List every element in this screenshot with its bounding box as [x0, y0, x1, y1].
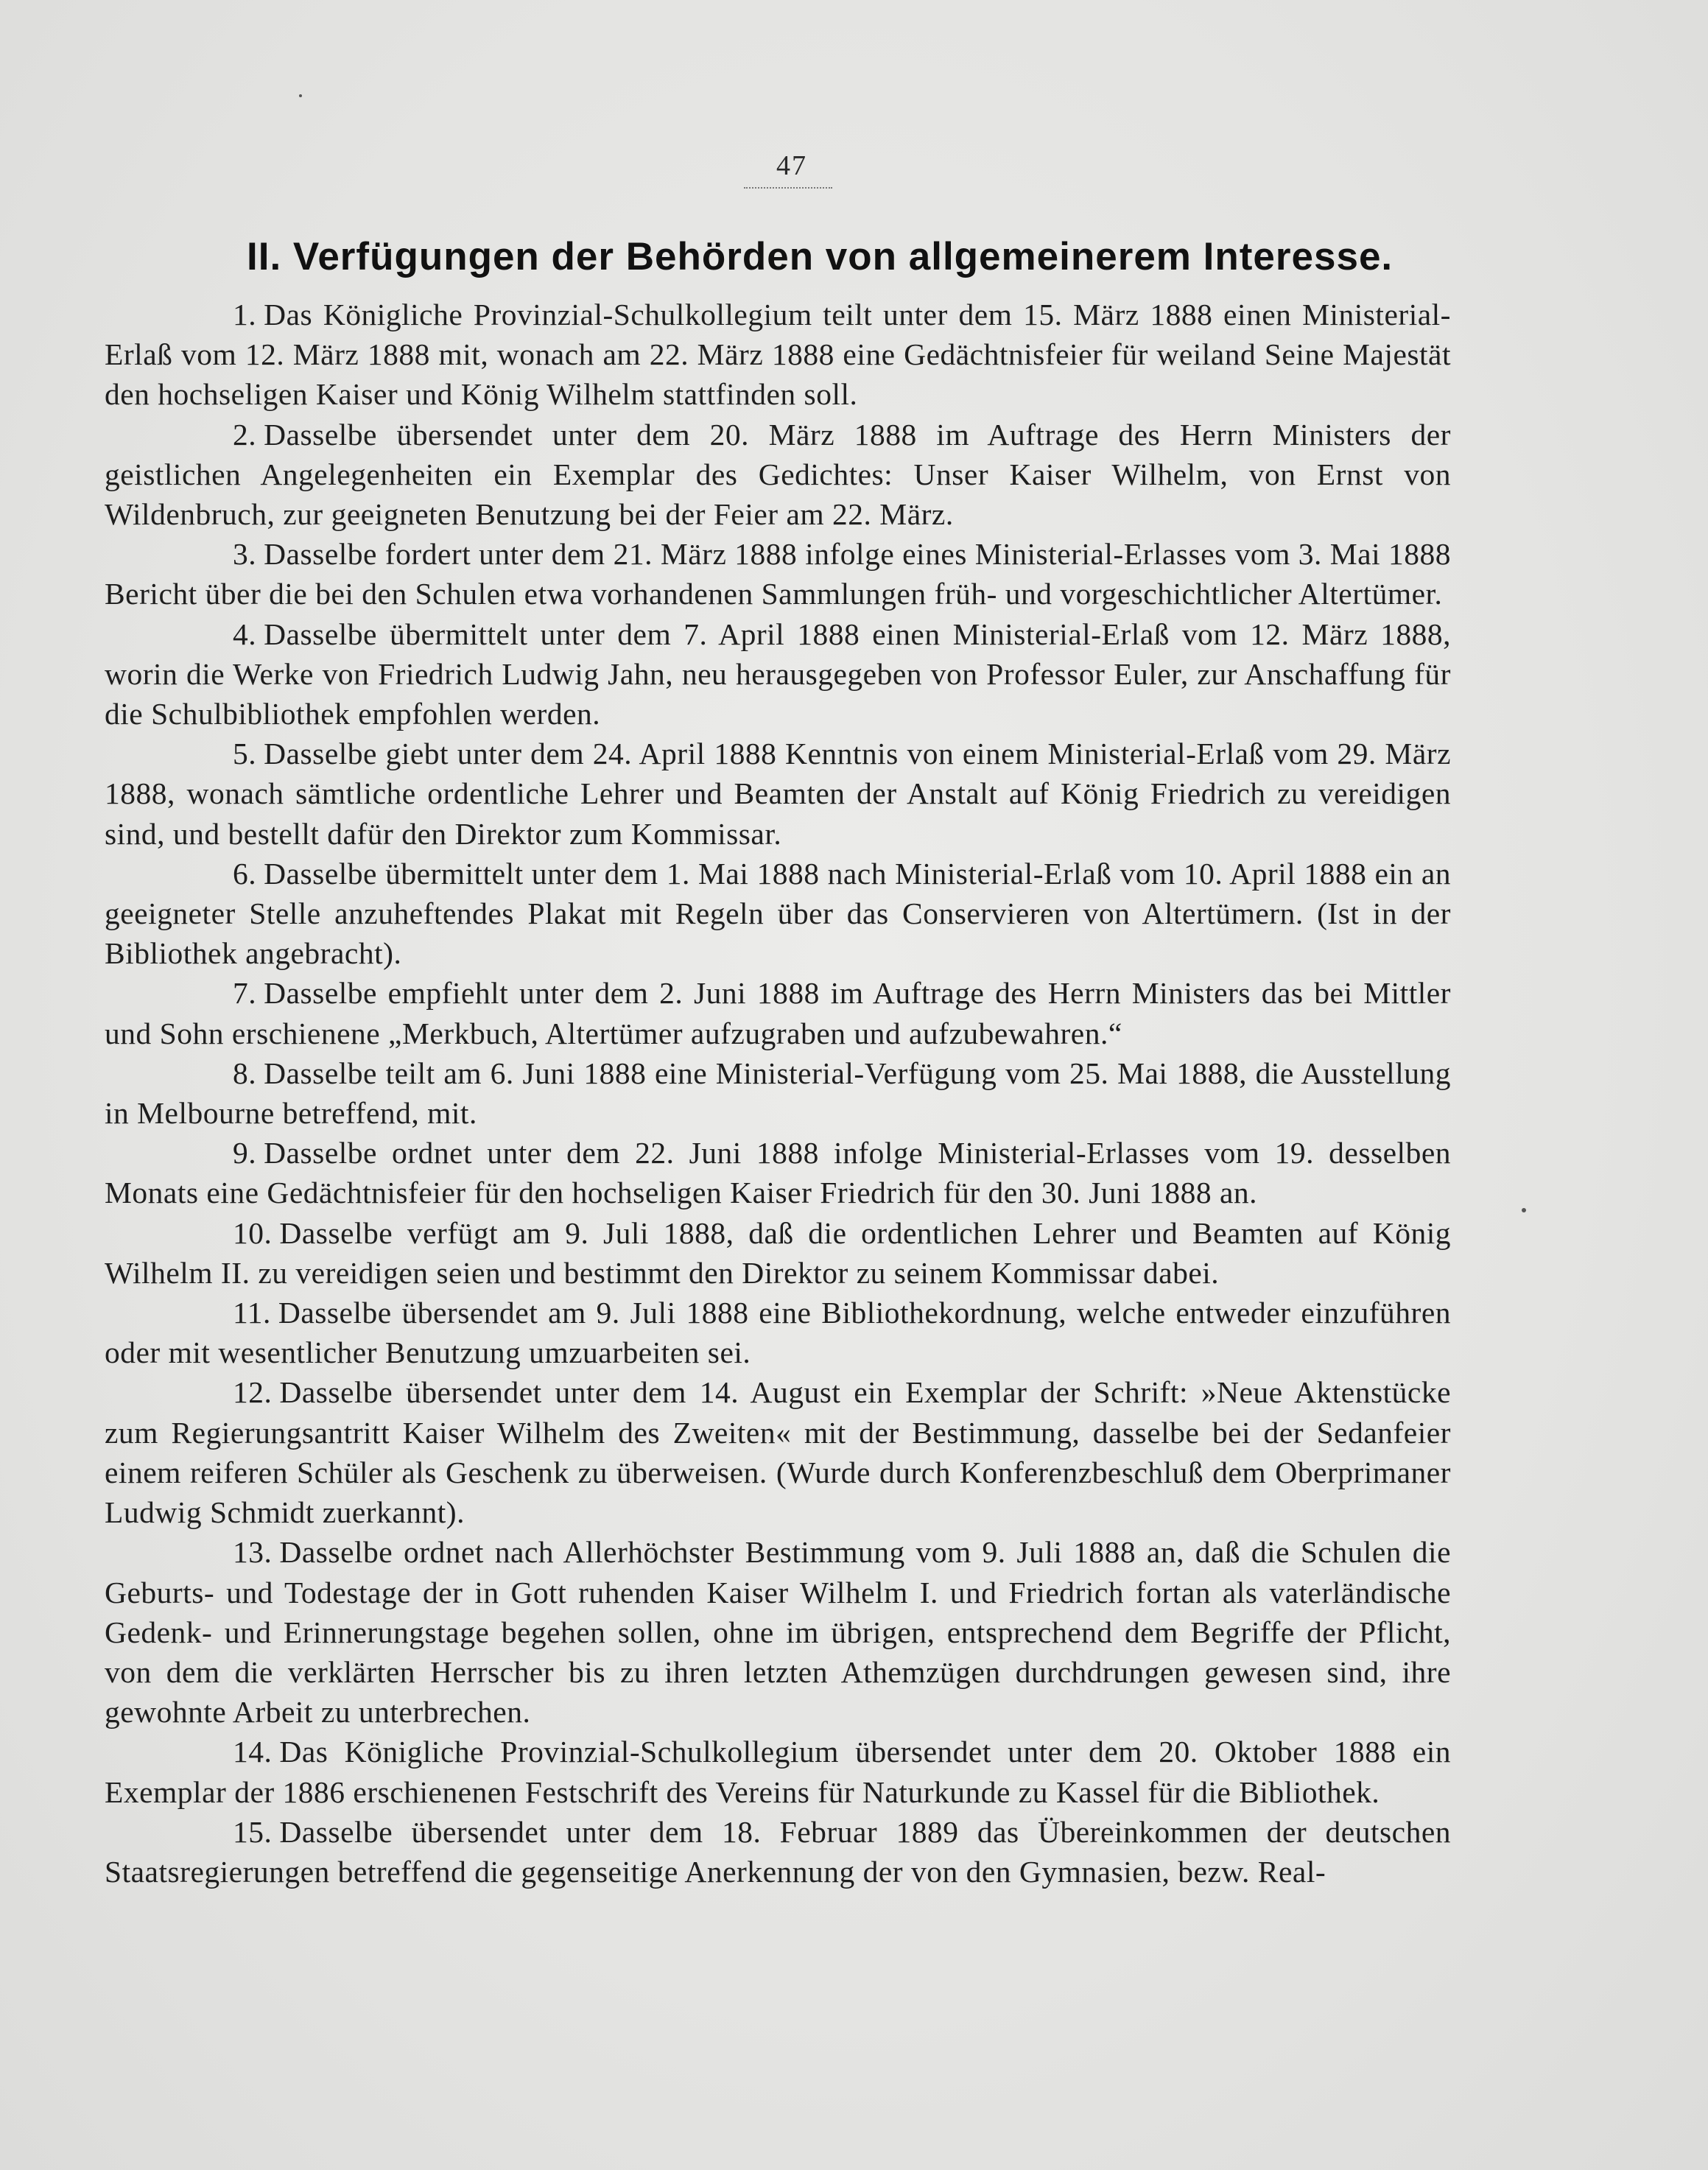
paper-speck: [1522, 1208, 1526, 1212]
decree-number: 3.: [233, 537, 257, 572]
decree-paragraph: [105, 1812, 1451, 1892]
decree-text: Dasselbe verfügt am 9. Juli 1888, daß die ordentlichen Lehrer und Beamten auf König Wilhelm II. zu vereidigen seien und bestimmt den Direktor zu seinem Kommissar dabei.: [105, 1215, 1451, 1290]
paper-speck: [299, 94, 302, 97]
decree-number: 13.: [233, 1535, 273, 1570]
decree-paragraph: [105, 1133, 1451, 1212]
decree-paragraph: [105, 973, 1451, 1053]
decree-paragraph: [105, 614, 1451, 734]
decree-paragraph: [105, 1293, 1451, 1372]
decree-text: Dasselbe ordnet nach Allerhöchster Bestimmung vom 9. Juli 1888 an, daß die Schulen die Geburts- und Todestage der in Gott ruhenden Kaiser Wilhelm I. und Friedrich fortan als vaterländische Gedenk- und Erinnerungstage begehen sollen, ohne im übrigen, entsprechend dem Begriffe der Pflicht, von dem die verklärten Herrscher bis zu ihren letzten Athemzügen durchdrungen gewesen sind, ihre gewohnte Arbeit zu unterbrechen.: [105, 1535, 1451, 1730]
decree-paragraph: [105, 415, 1451, 535]
decree-number: 12.: [233, 1375, 273, 1410]
decree-number: 2.: [233, 417, 257, 452]
decree-number: 7.: [233, 976, 257, 1011]
decree-list: [105, 295, 1451, 1892]
decree-number: 14.: [233, 1735, 273, 1769]
decree-text: Das Königliche Provinzial-Schulkollegium übersendet unter dem 20. Oktober 1888 ein Exemplar der 1886 erschienenen Festschrift des Vereins für Naturkunde zu Kassel für die Bibliothek.: [105, 1735, 1451, 1809]
decree-paragraph: [105, 1213, 1451, 1293]
decree-text: Dasselbe empfiehlt unter dem 2. Juni 1888 im Auftrage des Herrn Ministers das bei Mittler und Sohn erschienene „Merkbuch, Altertümer aufzugraben und aufzubewahren.“: [105, 976, 1451, 1050]
decree-number: 1.: [233, 298, 257, 331]
decree-text: Dasselbe ordnet unter dem 22. Juni 1888 infolge Ministerial-Erlasses vom 19. desselben Monats eine Gedächtnisfeier für den hochseligen Kaiser Friedrich für den 30. Juni 1888 an.: [105, 1136, 1451, 1210]
decree-paragraph: [105, 734, 1451, 854]
decree-paragraph: [105, 1372, 1451, 1532]
decree-text: Dasselbe übersendet unter dem 18. Februar 1889 das Übereinkommen der deutschen Staatsregierungen betreffend die gegenseitige Anerkennung der von den Gymnasien, bezw. Real-: [105, 1814, 1451, 1889]
decree-text: Dasselbe übermittelt unter dem 7. April 1888 einen Ministerial-Erlaß vom 12. März 1888, worin die Werke von Friedrich Ludwig Jahn, neu herausgegeben von Professor Euler, zur Anschaffung für die Schulbibliothek empfohlen werden.: [105, 617, 1451, 731]
section-title: II. Verfügungen der Behörden von allgemeinerem Interesse.: [247, 235, 1394, 278]
decree-text: Dasselbe fordert unter dem 21. März 1888 infolge eines Ministerial-Erlasses vom 3. Mai 1888 Bericht über die bei den Schulen etwa vorhandenen Sammlungen früh- und vorgeschichtlicher Altertümer.: [105, 537, 1451, 611]
decree-number: 4.: [233, 617, 257, 651]
decree-text: Dasselbe teilt am 6. Juni 1888 eine Ministerial-Verfügung vom 25. Mai 1888, die Ausstellung in Melbourne betreffend, mit.: [105, 1056, 1451, 1131]
page-number: 47: [776, 150, 807, 181]
decree-text: Dasselbe übersendet unter dem 14. August ein Exemplar der Schrift: »Neue Aktenstücke zum Regierungsantritt Kaiser Wilhelm des Zweiten« mit der Bestimmung, dasselbe bei der Sedanfeier einem reiferen Schüler als Geschenk zu überweisen. (Wurde durch Konferenzbeschluß dem Oberprimaner Ludwig Schmidt zuerkannt).: [105, 1375, 1451, 1530]
decree-number: 15.: [233, 1814, 273, 1849]
decree-text: Das Königliche Provinzial-Schulkollegium teilt unter dem 15. März 1888 einen Ministerial-Erlaß vom 12. März 1888 mit, wonach am 22. März 1888 eine Gedächtnisfeier für weiland Seine Majestät den hochseligen Kaiser und König Wilhelm stattfinden soll.: [105, 298, 1451, 412]
decree-text: Dasselbe giebt unter dem 24. April 1888 Kenntnis von einem Ministerial-Erlaß vom 29. März 1888, wonach sämtliche ordentliche Lehrer und Beamten der Anstalt auf König Friedrich zu vereidigen sind, und bestellt dafür den Direktor zum Kommissar.: [105, 737, 1451, 851]
decree-paragraph: [105, 854, 1451, 974]
decree-number: 10.: [233, 1215, 273, 1250]
decree-paragraph: [105, 1053, 1451, 1133]
decree-paragraph: [105, 534, 1451, 614]
decree-paragraph: [105, 1732, 1451, 1811]
decree-number: 6.: [233, 856, 257, 891]
decree-number: 5.: [233, 737, 257, 771]
decree-text: Dasselbe übersendet am 9. Juli 1888 eine Bibliothekordnung, welche entweder einzuführen oder mit wesentlicher Benutzung umzuarbeiten sei.: [105, 1296, 1451, 1370]
decree-paragraph: [105, 295, 1451, 415]
decree-number: 11.: [233, 1296, 271, 1330]
decree-text: Dasselbe übersendet unter dem 20. März 1888 im Auftrage des Herrn Ministers der geistlichen Angelegenheiten ein Exemplar des Gedichtes: Unser Kaiser Wilhelm, von Ernst von Wildenbruch, zur geeigneten Benutzung bei der Feier am 22. März.: [105, 417, 1451, 532]
decree-number: 8.: [233, 1056, 257, 1090]
decree-paragraph: [105, 1532, 1451, 1732]
page-number-rule: [744, 187, 832, 189]
decree-text: Dasselbe übermittelt unter dem 1. Mai 1888 nach Ministerial-Erlaß vom 10. April 1888 ein an geeigneter Stelle anzuheftendes Plakat mit Regeln über das Conservieren von Altertümern. (Ist in der Bibliothek angebracht).: [105, 856, 1451, 971]
decree-number: 9.: [233, 1136, 257, 1170]
